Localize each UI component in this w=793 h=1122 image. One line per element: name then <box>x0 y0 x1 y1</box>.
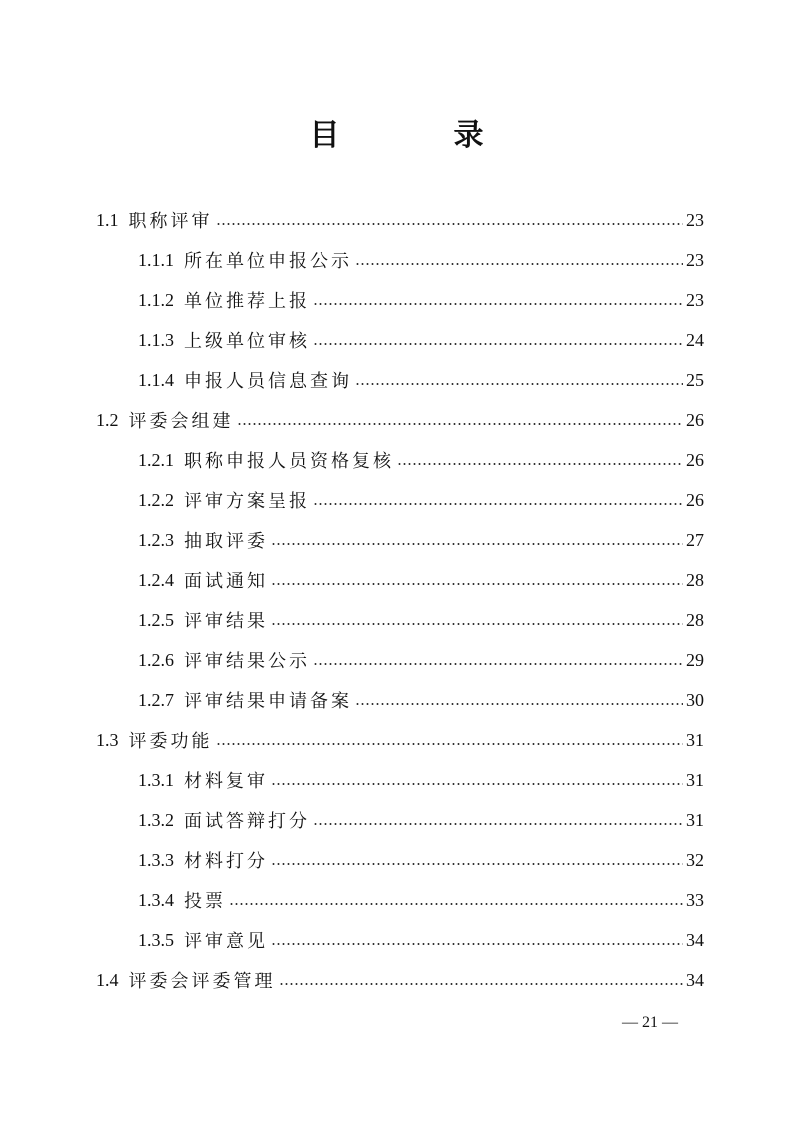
toc-entry[interactable] <box>138 320 704 360</box>
toc-entry-label: 评委会组建 <box>128 411 234 432</box>
toc-entry-number: 1.2 <box>96 409 119 430</box>
toc-entry-page: 31 <box>686 809 704 830</box>
toc-entry-page: 28 <box>686 609 704 630</box>
toc-entry-label: 申报人员信息查询 <box>184 371 352 392</box>
toc-entry-page: 27 <box>686 529 704 550</box>
toc-entry[interactable] <box>96 960 704 1000</box>
toc-entry[interactable] <box>96 400 704 440</box>
toc-entry-page: 31 <box>686 769 704 790</box>
toc-entry-page: 34 <box>686 929 704 950</box>
dot-leader <box>355 263 683 265</box>
toc-entry[interactable] <box>138 760 704 800</box>
toc-entry[interactable] <box>138 800 704 840</box>
dot-leader <box>355 703 683 705</box>
toc-entry-page: 34 <box>686 969 704 990</box>
dot-leader <box>271 943 683 945</box>
toc-entry-number: 1.3.2 <box>138 809 174 830</box>
dot-leader <box>397 463 683 465</box>
toc-entry-page: 26 <box>686 449 704 470</box>
toc-entry-page: 29 <box>686 649 704 670</box>
toc-entry[interactable] <box>138 480 704 520</box>
toc-entry-page: 30 <box>686 689 704 710</box>
toc-entry-label: 投票 <box>184 891 226 912</box>
toc-entry-page: 24 <box>686 329 704 350</box>
dot-leader <box>313 303 683 305</box>
toc-entry-number: 1.1.2 <box>138 289 174 310</box>
toc-entry-page: 33 <box>686 889 704 910</box>
toc-entry-page: 26 <box>686 409 704 430</box>
toc-entry-page: 23 <box>686 289 704 310</box>
toc-entry[interactable] <box>138 440 704 480</box>
dot-leader <box>229 903 683 905</box>
toc-entry[interactable] <box>138 280 704 320</box>
toc-entry-label: 抽取评委 <box>184 531 268 552</box>
toc-entry-page: 28 <box>686 569 704 590</box>
toc-entry-page: 23 <box>686 209 704 230</box>
page-number: — 21 — <box>622 1014 678 1031</box>
toc-entry[interactable] <box>138 880 704 920</box>
dot-leader <box>313 663 683 665</box>
toc-entry[interactable] <box>138 600 704 640</box>
toc-entry-label: 评审结果 <box>184 611 268 632</box>
toc-entry[interactable] <box>138 520 704 560</box>
toc-entry-number: 1.1.1 <box>138 249 174 270</box>
toc-entry-number: 1.2.3 <box>138 529 174 550</box>
dot-leader <box>271 863 683 865</box>
toc-entry-number: 1.2.4 <box>138 569 174 590</box>
dot-leader <box>313 503 683 505</box>
toc-entry-label: 面试通知 <box>184 571 268 592</box>
toc-entry-number: 1.2.1 <box>138 449 174 470</box>
toc-entry[interactable] <box>138 840 704 880</box>
toc-entry-number: 1.3.4 <box>138 889 174 910</box>
dot-leader <box>237 423 684 425</box>
toc-entry-number: 1.3.3 <box>138 849 174 870</box>
toc-entry[interactable] <box>138 560 704 600</box>
dot-leader <box>271 543 683 545</box>
dot-leader <box>313 823 683 825</box>
dot-leader <box>216 743 684 745</box>
toc-entry-number: 1.3.1 <box>138 769 174 790</box>
toc-entry-label: 单位推荐上报 <box>184 291 310 312</box>
toc-entry-number: 1.1.3 <box>138 329 174 350</box>
toc-entry[interactable] <box>138 240 704 280</box>
toc-entry-label: 所在单位申报公示 <box>184 251 352 272</box>
dot-leader <box>271 623 683 625</box>
page-title: 目 录 <box>309 118 526 153</box>
toc-entry[interactable] <box>138 640 704 680</box>
toc-entry-number: 1.3.5 <box>138 929 174 950</box>
toc-entry-number: 1.2.2 <box>138 489 174 510</box>
toc-entry[interactable] <box>96 720 704 760</box>
toc-entry-number: 1.1.4 <box>138 369 174 390</box>
toc-entry-label: 评审方案呈报 <box>184 491 310 512</box>
dot-leader <box>216 223 684 225</box>
toc-entry-label: 材料打分 <box>184 851 268 872</box>
toc-entry-label: 职称评审 <box>128 211 213 232</box>
toc-entry-page: 23 <box>686 249 704 270</box>
toc-entry-page: 31 <box>686 729 704 750</box>
toc-entry-number: 1.1 <box>96 209 119 230</box>
toc-entry[interactable] <box>138 360 704 400</box>
toc-entry-number: 1.4 <box>96 969 119 990</box>
toc-entry[interactable] <box>138 680 704 720</box>
dot-leader <box>313 343 683 345</box>
toc-entry-page: 32 <box>686 849 704 870</box>
toc-entry-page: 26 <box>686 489 704 510</box>
toc-entry[interactable] <box>138 920 704 960</box>
toc-entry[interactable] <box>96 200 704 240</box>
toc-entry-number: 1.2.5 <box>138 609 174 630</box>
toc-entry-label: 材料复审 <box>184 771 268 792</box>
dot-leader <box>271 783 683 785</box>
toc-entry-page: 25 <box>686 369 704 390</box>
dot-leader <box>355 383 683 385</box>
toc-entry-label: 评委会评委管理 <box>128 971 276 992</box>
toc-entry-number: 1.2.6 <box>138 649 174 670</box>
toc-entry-label: 上级单位审核 <box>184 331 310 352</box>
toc-entry-label: 评审意见 <box>184 931 268 952</box>
toc-entry-label: 评审结果申请备案 <box>184 691 352 712</box>
toc-entry-number: 1.2.7 <box>138 689 174 710</box>
toc-entry-label: 职称申报人员资格复核 <box>184 451 394 472</box>
dot-leader <box>279 983 684 985</box>
toc-entry-label: 面试答辩打分 <box>184 811 310 832</box>
toc-entry-label: 评审结果公示 <box>184 651 310 672</box>
dot-leader <box>271 583 683 585</box>
toc-entry-number: 1.3 <box>96 729 119 750</box>
toc-entry-label: 评委功能 <box>128 731 213 752</box>
